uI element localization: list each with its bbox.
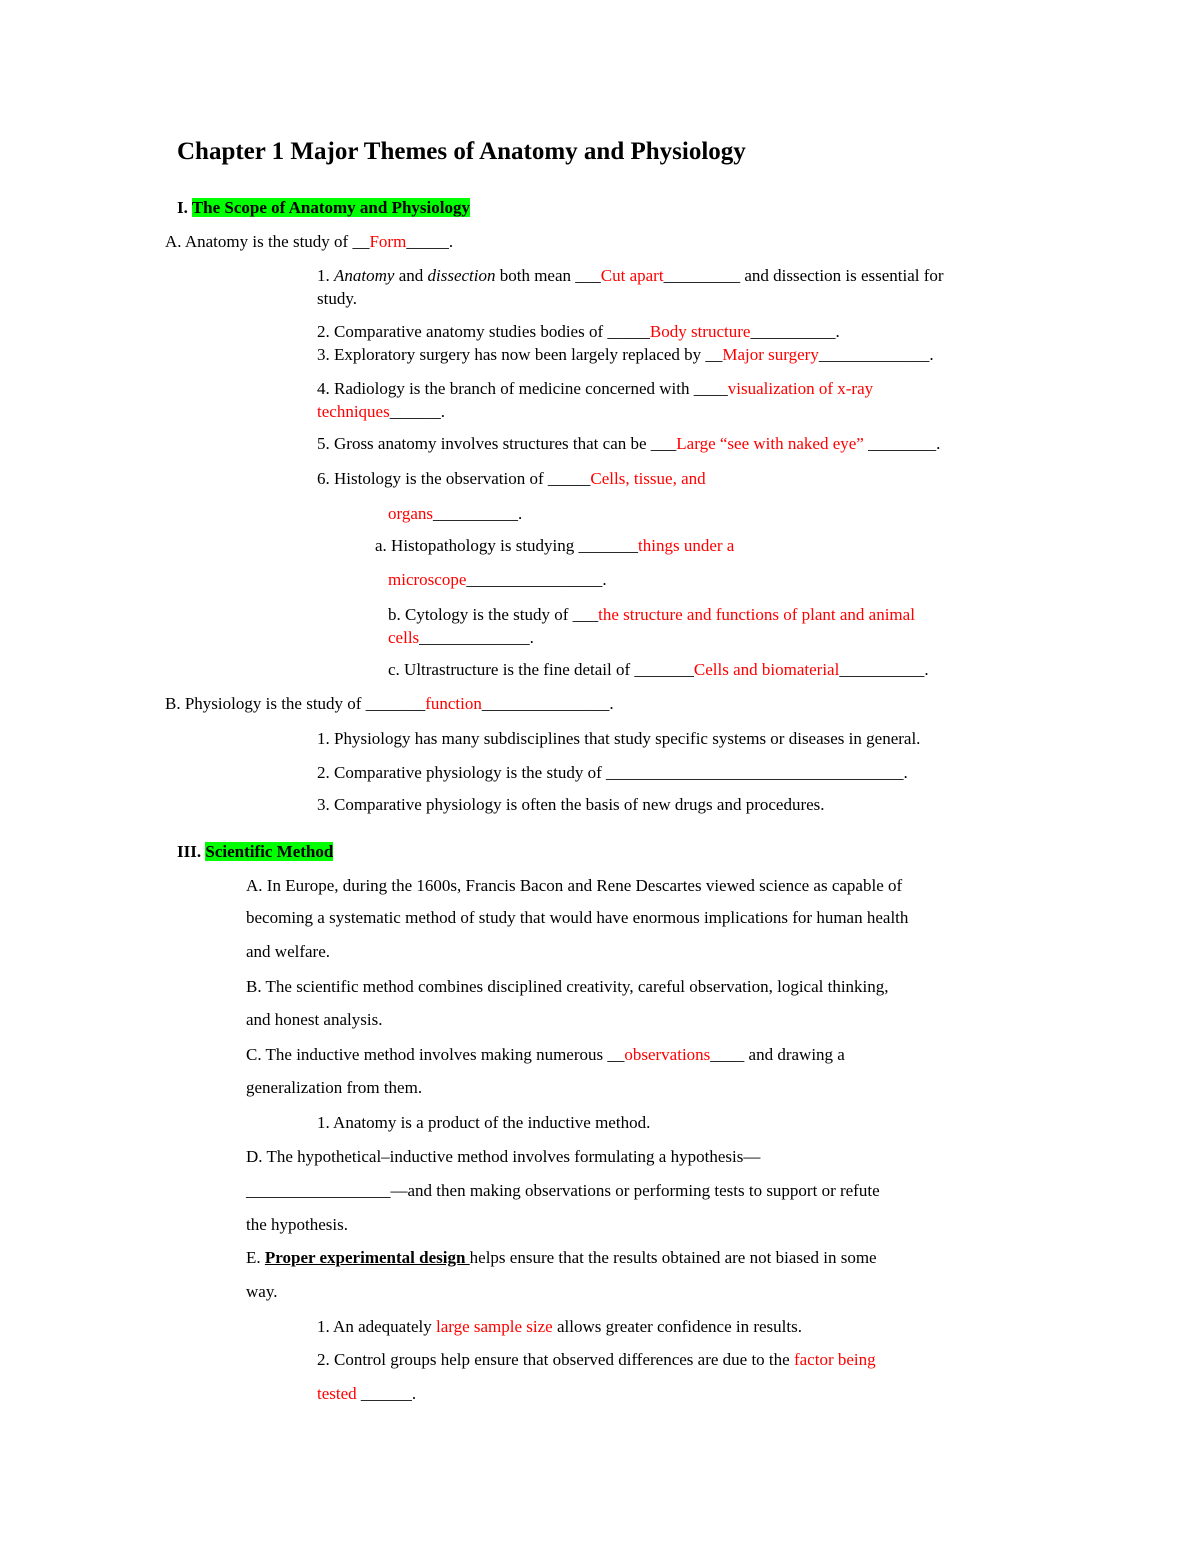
item-b3: 3. Comparative physiology is often the basis of new drugs and procedures. (317, 795, 825, 814)
answer-text: organs (388, 504, 434, 523)
item-a-anatomy: A. Anatomy is the study of __Form_____. (165, 232, 454, 251)
item-a6-cont: organs__________. (388, 504, 523, 523)
item-md-l3: the hypothesis. (246, 1215, 348, 1234)
item-me2-cont: tested ______. (317, 1384, 417, 1403)
item-mc: C. The inductive method involves making numerous __observations____ and drawing a (246, 1045, 845, 1064)
item-me1: 1. An adequately large sample size allows greater confidence in results. (317, 1317, 802, 1336)
answer-text: tested (317, 1384, 357, 1403)
item-a4: 4. Radiology is the branch of medicine concerned with ____visualization of x-ray (317, 379, 874, 398)
item-a6b-cont: cells_____________. (388, 628, 534, 647)
item-a6a: a. Histopathology is studying _______things under a (375, 536, 735, 555)
answer-text: function (425, 694, 482, 713)
bold-underlined-term: Proper experimental design (264, 1248, 470, 1267)
answer-text: techniques (317, 402, 390, 421)
item-mb-l1: B. The scientific method combines disciplined creativity, careful observation, logical thinking, (246, 977, 889, 996)
item-ma-l2: becoming a systematic method of study that would have enormous implications for human health (246, 908, 909, 927)
item-b-physiology: B. Physiology is the study of _______function_______________. (165, 694, 614, 713)
answer-text: Large “see with naked eye” (676, 434, 864, 453)
item-a1: 1. Anatomy and dissection both mean ___Cut apart_________ and dissection is essential for (317, 266, 944, 285)
item-me-l2: way. (246, 1282, 278, 1301)
answer-text: factor being (793, 1350, 876, 1369)
section-title-highlight: Scientific Method (205, 842, 334, 861)
item-a6: 6. Histology is the observation of _____Cells, tissue, and (317, 469, 706, 488)
answer-text: large sample size (435, 1317, 553, 1336)
answer-text: things under a (638, 536, 735, 555)
answer-text: Cells and biomaterial (693, 660, 840, 679)
item-b2: 2. Comparative physiology is the study of ___________________________________. (317, 763, 908, 782)
answer-text: visualization of x-ray (727, 379, 874, 398)
item-md-l2: _________________—and then making observations or performing tests to support or refute (246, 1181, 880, 1200)
item-a2: 2. Comparative anatomy studies bodies of _____Body structure__________. (317, 322, 840, 341)
section-number: I. (177, 198, 192, 217)
answer-text: Cut apart (600, 266, 664, 285)
item-ma-l1: A. In Europe, during the 1600s, Francis Bacon and Rene Descartes viewed science as capable of (246, 876, 903, 895)
section-number: III. (177, 842, 206, 861)
answer-text: cells (388, 628, 420, 647)
item-me2: 2. Control groups help ensure that observed differences are due to the factor being (317, 1350, 876, 1369)
item-a6b: b. Cytology is the study of ___the structure and functions of plant and animal (388, 605, 915, 624)
page-title: Chapter 1 Major Themes of Anatomy and Physiology (177, 138, 746, 165)
item-mc-l2: generalization from them. (246, 1078, 423, 1097)
answer-text: Major surgery (722, 345, 819, 364)
item-a5: 5. Gross anatomy involves structures that can be ___Large “see with naked eye” ________. (317, 434, 941, 453)
section-heading-scope (177, 197, 470, 219)
item-a3: 3. Exploratory surgery has now been largely replaced by __Major surgery_____________. (317, 345, 934, 364)
item-mc1: 1. Anatomy is a product of the inductive method. (317, 1113, 651, 1132)
item-ma-l3: and welfare. (246, 942, 331, 961)
answer-text: Form (369, 232, 407, 251)
answer-text: microscope (388, 570, 467, 589)
section-heading-method (177, 841, 333, 863)
item-a1-cont: study. (317, 289, 357, 308)
item-a4-cont: techniques______. (317, 402, 445, 421)
answer-text: Body structure (649, 322, 751, 341)
item-b1: 1. Physiology has many subdisciplines that study specific systems or diseases in general. (317, 729, 921, 748)
item-mb-l2: and honest analysis. (246, 1010, 383, 1029)
item-me: E. Proper experimental design helps ensure that the results obtained are not biased in some (246, 1248, 877, 1267)
answer-text: observations (624, 1045, 711, 1064)
answer-text: the structure and functions of plant and animal (598, 605, 915, 624)
section-title-highlight: The Scope of Anatomy and Physiology (191, 198, 470, 217)
item-a6c: c. Ultrastructure is the fine detail of _______Cells and biomaterial__________. (388, 660, 929, 679)
item-md-l1: D. The hypothetical–inductive method involves formulating a hypothesis— (246, 1147, 761, 1166)
item-a6a-cont: microscope________________. (388, 570, 607, 589)
answer-text: Cells, tissue, and (590, 469, 706, 488)
